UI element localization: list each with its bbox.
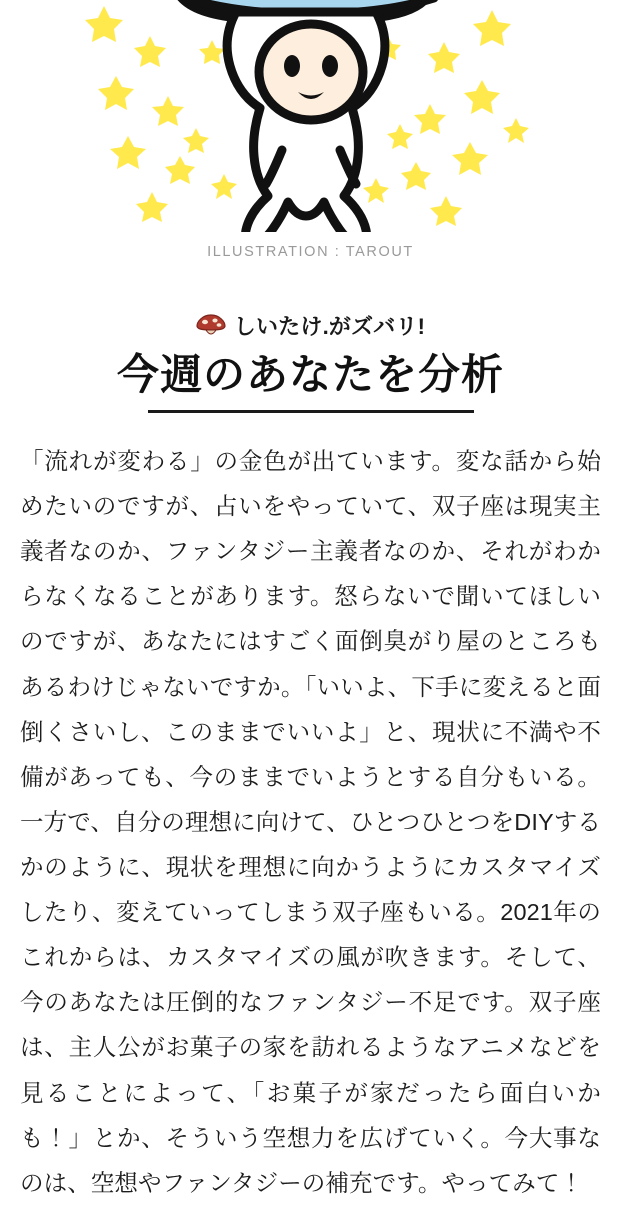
mushroom-icon [196,313,226,339]
article-heading [0,310,621,413]
heading-kicker-text: しいたけ.がズバリ! [233,314,426,339]
article-body: 「流れが変わる」の金色が出ています。変な話から始めたいのですが、占いをやっていて、双子座は現実主義者なのか、ファンタジー主義者なのか、それがわからなくなることがあります。怒らないで聞いてほしいのですが、あなたにはすごく面倒臭がり屋のところもあるわけじゃないですか。「いいよ、下手に変えると面倒くさいし、このままでいいよ」と、現状に不満や不備があっても、今のままでいようとする自分もいる。一方で、自分の理想に向けて、ひとつひとつをDIYするかのように、現状を理想に向かうようにカスタマイズしたり、変えていってしまう双子座もいる。2021年のこれからは、カスタマイズの風が吹きます。そして、今のあなたは圧倒的なファンタジー不足です。双子座は、主人公がお菓子の家を訪れるようなアニメなどを見ることによって、「お菓子が家だったら面白いかも！」とか、そういう空想力を広げていく。今大事なのは、空想やファンタジーの補充です。やってみて！ [20,448,601,1196]
page-title: 今週のあなたを分析 [116,351,504,398]
title-underline [148,410,474,413]
heading-kicker-row [0,310,621,341]
illustration-artwork [0,0,621,232]
illustration-credit: ILLUSTRATION : TAROUT [207,244,414,260]
illustration-figure [0,0,621,232]
